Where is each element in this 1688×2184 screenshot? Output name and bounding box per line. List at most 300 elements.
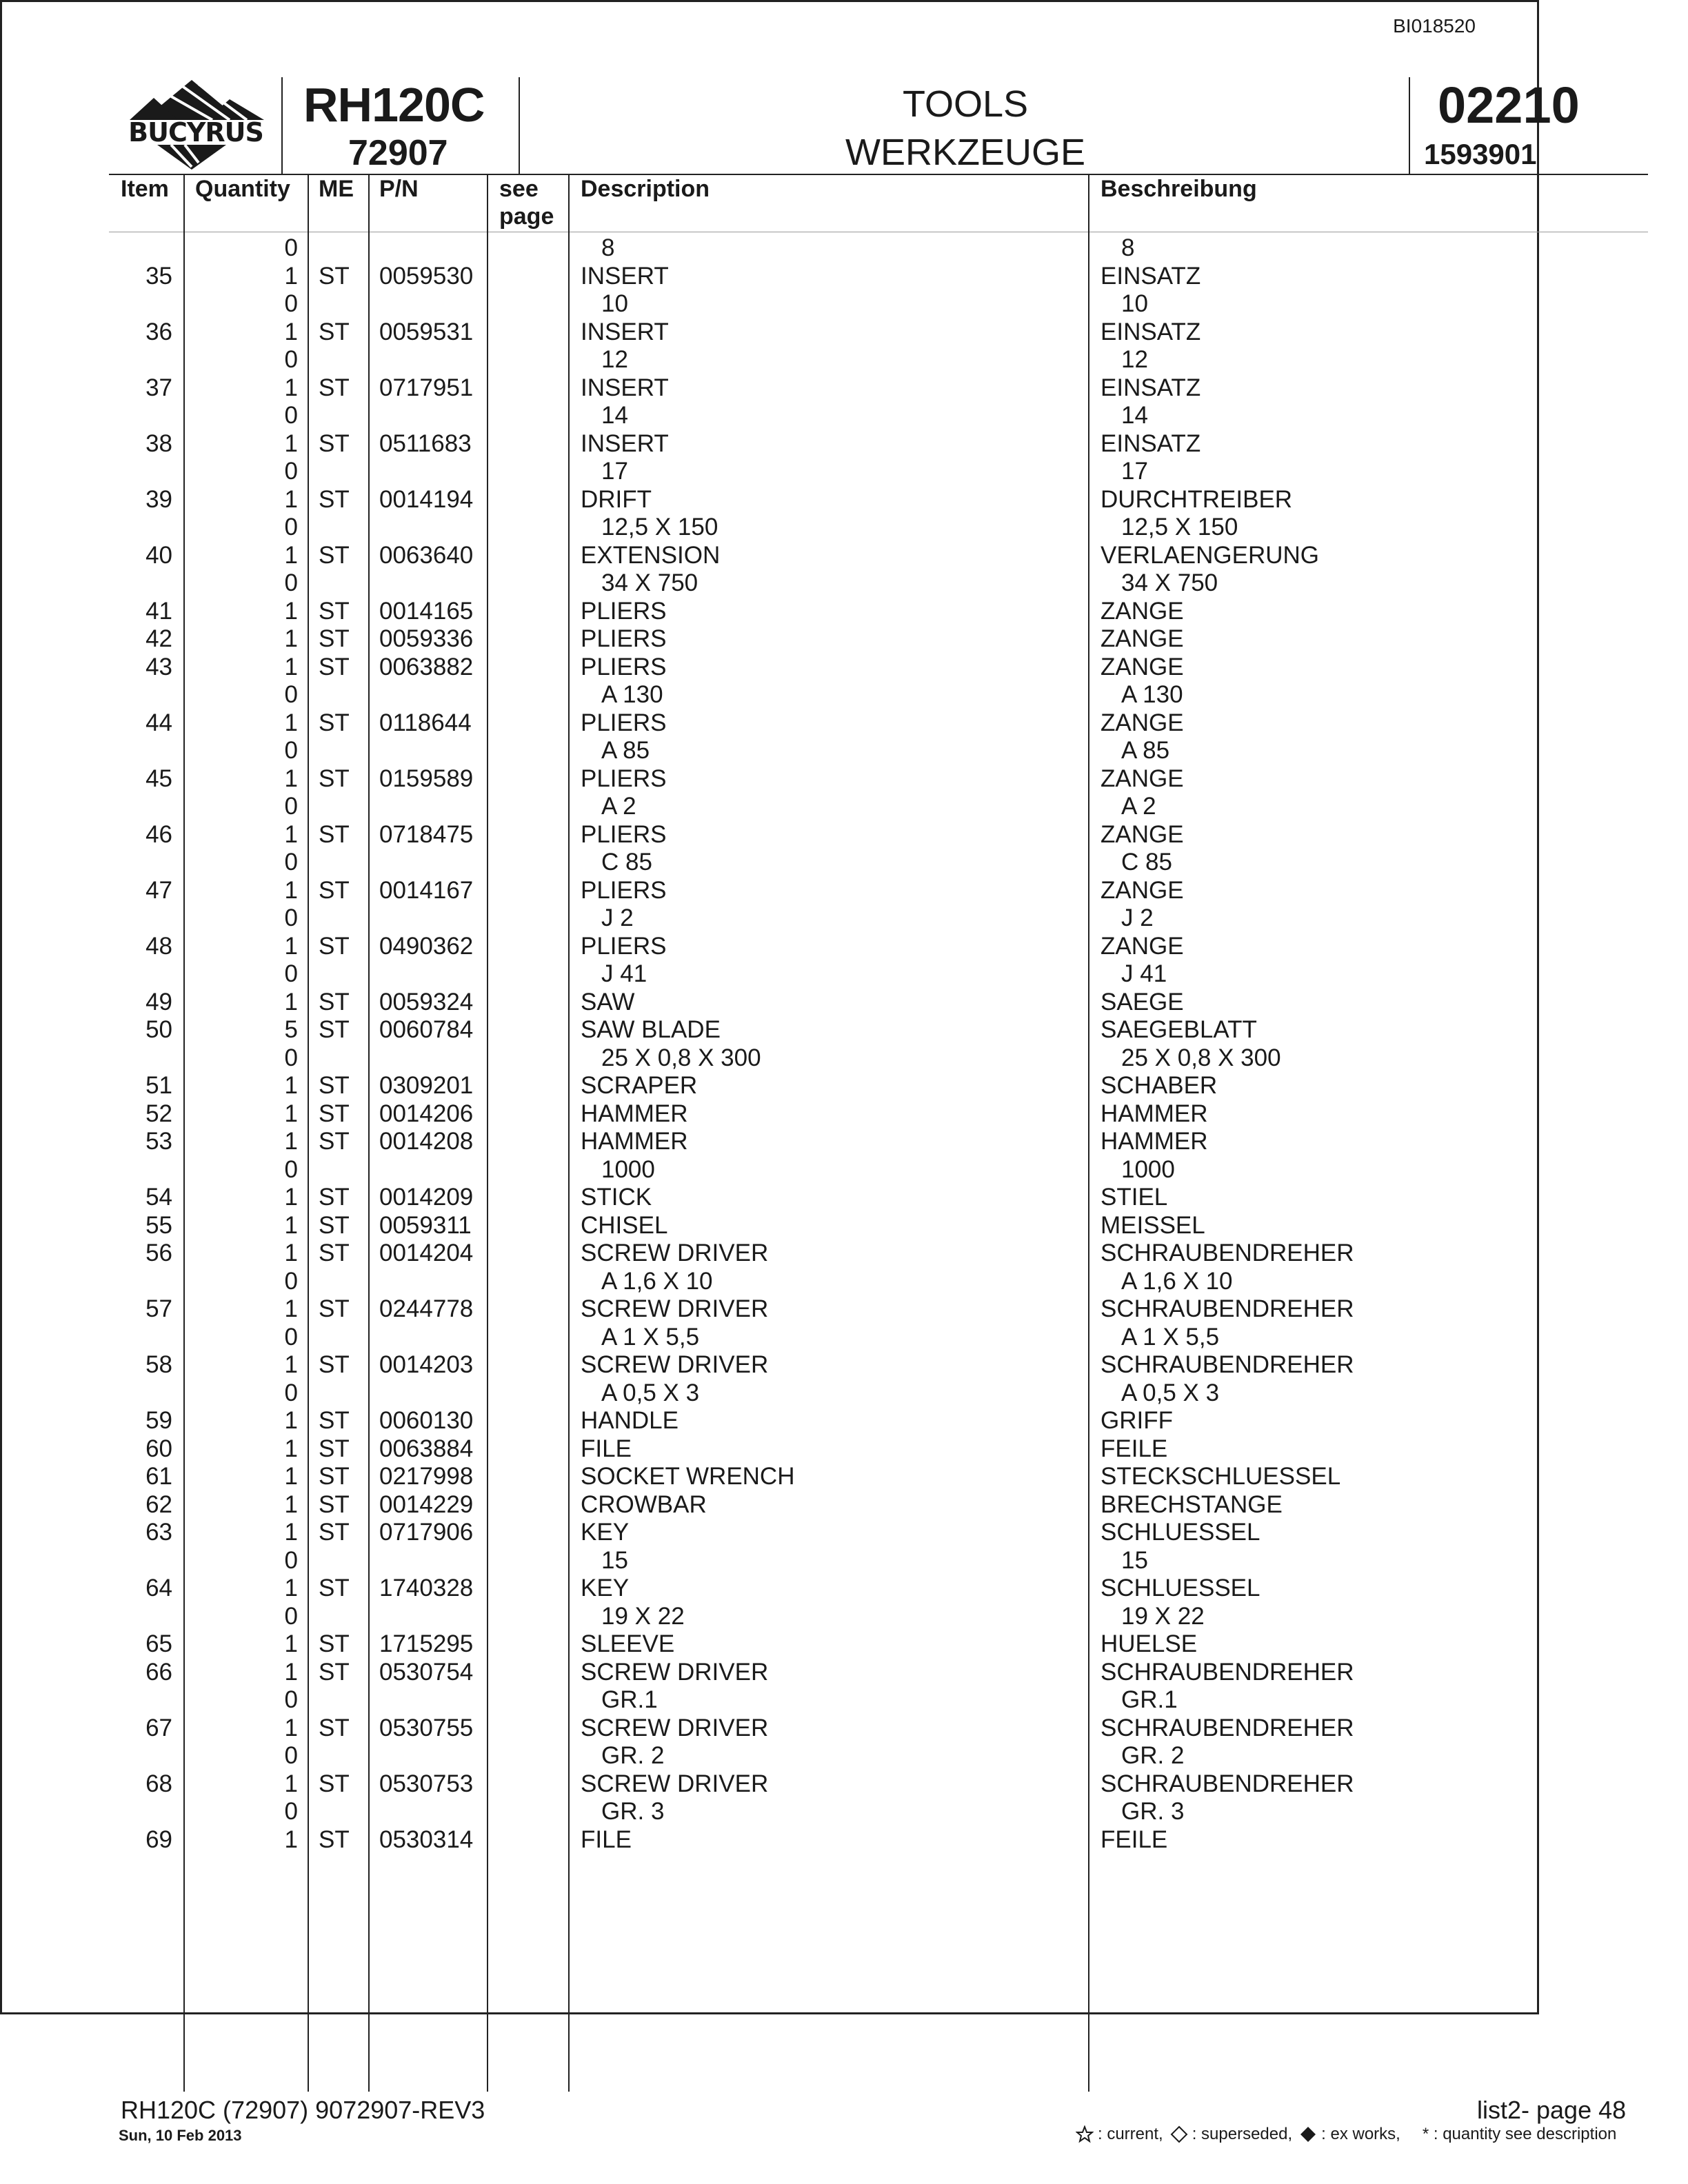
table-row-detail <box>0 793 1688 820</box>
table-row-detail <box>0 1268 1688 1295</box>
me-cell: ST <box>319 988 350 1015</box>
description-cell: A 1,6 X 10 <box>601 1267 713 1295</box>
logo-wordmark: BUCYRUS <box>128 117 263 148</box>
table-row <box>0 542 1688 569</box>
item-cell: 69 <box>145 1826 172 1853</box>
part-number-cell: 0014165 <box>379 597 474 625</box>
quantity-cell: 0 <box>284 1546 298 1574</box>
table-row <box>0 1435 1688 1463</box>
description-cell: C 85 <box>601 849 652 876</box>
description-cell: SCREW DRIVER <box>581 1295 769 1322</box>
beschreibung-cell: A 1,6 X 10 <box>1121 1267 1233 1295</box>
description-cell: 25 X 0,8 X 300 <box>601 1044 761 1071</box>
table-row <box>0 625 1688 653</box>
me-cell: ST <box>319 932 350 960</box>
part-number-cell: 0014167 <box>379 876 474 904</box>
table-row-detail <box>0 1742 1688 1770</box>
quantity-cell: 0 <box>284 514 298 540</box>
me-cell: ST <box>319 820 350 848</box>
header-model-divider <box>519 77 520 175</box>
legend-current-label: : current, <box>1098 2125 1163 2143</box>
me-cell: ST <box>319 1435 350 1462</box>
table-row-detail <box>0 1324 1688 1351</box>
beschreibung-cell: A 0,5 X 3 <box>1121 1379 1220 1406</box>
beschreibung-cell: EINSATZ <box>1101 374 1201 401</box>
item-cell: 64 <box>145 1575 172 1601</box>
beschreibung-cell: GRIFF <box>1101 1407 1173 1434</box>
description-cell: SAW <box>581 988 635 1015</box>
item-cell: 68 <box>145 1770 172 1797</box>
part-number-cell: 0060784 <box>379 1016 474 1043</box>
item-cell: 46 <box>145 820 172 848</box>
description-cell: A 0,5 X 3 <box>601 1379 700 1406</box>
beschreibung-cell: 8 <box>1121 234 1135 261</box>
quantity-cell: 1 <box>284 1575 298 1601</box>
me-cell: ST <box>319 1016 350 1043</box>
item-cell: 41 <box>145 597 172 625</box>
beschreibung-cell: GR.1 <box>1121 1686 1178 1713</box>
me-cell: ST <box>319 1100 350 1127</box>
part-number-cell: 0014194 <box>379 485 474 513</box>
description-cell: 12,5 X 150 <box>601 514 719 540</box>
table-row <box>0 263 1688 290</box>
beschreibung-cell: SCHRAUBENDREHER <box>1101 1351 1354 1378</box>
description-cell: SCREW DRIVER <box>581 1770 769 1797</box>
part-number-cell: 0159589 <box>379 765 474 792</box>
description-cell: GR. 2 <box>601 1742 665 1769</box>
beschreibung-cell: FEILE <box>1101 1435 1168 1462</box>
me-cell: ST <box>319 765 350 792</box>
quantity-cell: 1 <box>284 1295 298 1322</box>
me-cell: ST <box>319 876 350 904</box>
beschreibung-cell: 19 X 22 <box>1121 1602 1205 1630</box>
quantity-cell: 0 <box>284 402 298 429</box>
description-cell: PLIERS <box>581 876 667 904</box>
beschreibung-cell: HUELSE <box>1101 1630 1198 1657</box>
item-cell: 37 <box>145 374 172 401</box>
quantity-cell: 1 <box>284 876 298 904</box>
me-cell: ST <box>319 1630 350 1657</box>
item-cell: 38 <box>145 429 172 457</box>
quantity-cell: 1 <box>284 1072 298 1099</box>
me-cell: ST <box>319 1519 350 1546</box>
table-row <box>0 598 1688 625</box>
item-cell: 53 <box>145 1128 172 1155</box>
beschreibung-cell: ZANGE <box>1101 932 1184 960</box>
part-number-cell: 0530755 <box>379 1714 474 1741</box>
table-row-detail <box>0 681 1688 709</box>
quantity-cell: 1 <box>284 318 298 345</box>
me-cell: ST <box>319 1072 350 1099</box>
description-cell: PLIERS <box>581 709 667 736</box>
item-cell: 59 <box>145 1407 172 1434</box>
item-cell: 36 <box>145 318 172 345</box>
table-row <box>0 1351 1688 1379</box>
table-row <box>0 1295 1688 1323</box>
quantity-cell: 1 <box>284 374 298 401</box>
description-cell: 8 <box>601 234 615 261</box>
quantity-cell: 1 <box>284 597 298 625</box>
table-row-detail <box>0 849 1688 876</box>
beschreibung-cell: ZANGE <box>1101 625 1184 652</box>
description-cell: SCRAPER <box>581 1072 698 1099</box>
description-cell: STICK <box>581 1184 652 1211</box>
part-number-cell: 0060130 <box>379 1407 474 1434</box>
quantity-cell: 1 <box>284 1490 298 1518</box>
quantity-cell: 1 <box>284 1658 298 1686</box>
description-cell: SLEEVE <box>581 1630 675 1657</box>
beschreibung-cell: ZANGE <box>1101 709 1184 736</box>
beschreibung-cell: SCHLUESSEL <box>1101 1575 1260 1601</box>
table-row-detail <box>0 1798 1688 1826</box>
beschreibung-cell: VERLAENGERUNG <box>1101 541 1320 569</box>
table-row <box>0 989 1688 1016</box>
document-id: BI018520 <box>1393 15 1476 37</box>
description-cell: J 41 <box>601 960 647 987</box>
serial-number: 72907 <box>348 133 448 173</box>
part-number-cell: 0063640 <box>379 541 474 569</box>
quantity-cell: 1 <box>284 1463 298 1490</box>
item-cell: 67 <box>145 1714 172 1741</box>
table-row <box>0 877 1688 904</box>
quantity-cell: 0 <box>284 904 298 931</box>
legend-current <box>1076 2125 1163 2144</box>
beschreibung-cell: ZANGE <box>1101 820 1184 848</box>
me-cell: ST <box>319 1658 350 1686</box>
item-cell: 42 <box>145 625 172 652</box>
part-number-cell: 0014209 <box>379 1184 474 1211</box>
beschreibung-cell: J 2 <box>1121 904 1154 931</box>
column-header-see: see <box>499 176 539 202</box>
legend-exworks-label: : ex works, <box>1321 2125 1400 2143</box>
quantity-cell: 0 <box>284 1686 298 1713</box>
table-row-detail <box>0 1156 1688 1184</box>
item-cell: 40 <box>145 541 172 569</box>
me-cell: ST <box>319 1407 350 1434</box>
part-number-cell: 0059336 <box>379 625 474 652</box>
beschreibung-cell: J 41 <box>1121 960 1167 987</box>
table-row <box>0 1016 1688 1044</box>
table-row <box>0 1184 1688 1211</box>
beschreibung-cell: STIEL <box>1101 1184 1168 1211</box>
footer-date: Sun, 10 Feb 2013 <box>119 2127 242 2144</box>
beschreibung-cell: MEISSEL <box>1101 1211 1205 1239</box>
description-cell: FILE <box>581 1826 632 1853</box>
quantity-cell: 1 <box>284 1714 298 1741</box>
quantity-cell: 1 <box>284 485 298 513</box>
description-cell: PLIERS <box>581 932 667 960</box>
beschreibung-cell: 12,5 X 150 <box>1121 514 1238 540</box>
item-cell: 39 <box>145 485 172 513</box>
beschreibung-cell: C 85 <box>1121 849 1172 876</box>
me-cell: ST <box>319 1128 350 1155</box>
part-number-cell: 0717906 <box>379 1519 474 1546</box>
table-row <box>0 654 1688 681</box>
quantity-cell: 1 <box>284 765 298 792</box>
table-row-detail <box>0 290 1688 318</box>
description-cell: INSERT <box>581 429 669 457</box>
beschreibung-cell: SAEGEBLATT <box>1101 1016 1257 1043</box>
legend-exworks <box>1299 2125 1400 2144</box>
me-cell: ST <box>319 597 350 625</box>
document-number: 1593901 <box>1424 138 1537 170</box>
description-cell: A 130 <box>601 681 663 708</box>
quantity-cell: 0 <box>284 849 298 876</box>
item-cell: 60 <box>145 1435 172 1462</box>
footer-reference: RH120C (72907) 9072907-REV3 <box>121 2096 485 2124</box>
part-number-cell: 0530753 <box>379 1770 474 1797</box>
table-row-detail <box>0 904 1688 932</box>
footer-page-number: list2- page 48 <box>1477 2096 1627 2124</box>
quantity-cell: 1 <box>284 1100 298 1127</box>
part-number-cell: 0059530 <box>379 262 474 290</box>
part-number-cell: 0059531 <box>379 318 474 345</box>
item-cell: 63 <box>145 1519 172 1546</box>
beschreibung-cell: DURCHTREIBER <box>1101 485 1293 513</box>
title-english: TOOLS <box>902 83 1029 125</box>
beschreibung-cell: ZANGE <box>1101 876 1184 904</box>
item-cell: 43 <box>145 653 172 680</box>
description-cell: SCREW DRIVER <box>581 1714 769 1741</box>
me-cell: ST <box>319 709 350 736</box>
quantity-cell: 0 <box>284 960 298 987</box>
description-cell: FILE <box>581 1435 632 1462</box>
table-row <box>0 1715 1688 1742</box>
description-cell: 19 X 22 <box>601 1602 685 1630</box>
me-cell: ST <box>319 1351 350 1378</box>
beschreibung-cell: GR. 2 <box>1121 1742 1185 1769</box>
beschreibung-cell: A 130 <box>1121 681 1183 708</box>
description-cell: PLIERS <box>581 597 667 625</box>
description-cell: 10 <box>601 290 628 317</box>
me-cell: ST <box>319 374 350 401</box>
table-row <box>0 1072 1688 1100</box>
table-row-detail <box>0 1379 1688 1407</box>
description-cell: HAMMER <box>581 1100 688 1127</box>
description-cell: 1000 <box>601 1155 655 1183</box>
table-row-detail <box>0 1686 1688 1714</box>
table-row-detail <box>0 737 1688 765</box>
column-header-quantity: Quantity <box>195 176 290 202</box>
beschreibung-cell: 17 <box>1121 458 1148 485</box>
part-number-cell: 0530754 <box>379 1658 474 1686</box>
quantity-cell: 0 <box>284 1044 298 1071</box>
table-row <box>0 374 1688 402</box>
quantity-cell: 0 <box>284 458 298 485</box>
table-row <box>0 1826 1688 1854</box>
description-cell: INSERT <box>581 262 669 290</box>
table-row-detail <box>0 458 1688 485</box>
description-cell: A 1 X 5,5 <box>601 1323 700 1351</box>
beschreibung-cell: ZANGE <box>1101 653 1184 680</box>
beschreibung-cell: ZANGE <box>1101 597 1184 625</box>
quantity-cell: 1 <box>284 1435 298 1462</box>
description-cell: SCREW DRIVER <box>581 1658 769 1686</box>
table-row <box>0 821 1688 849</box>
quantity-cell: 1 <box>284 1519 298 1546</box>
legend-superseded-label: : superseded, <box>1192 2125 1293 2143</box>
beschreibung-cell: EINSATZ <box>1101 318 1201 345</box>
beschreibung-cell: A 1 X 5,5 <box>1121 1323 1220 1351</box>
beschreibung-cell: SAEGE <box>1101 988 1184 1015</box>
description-cell: GR.1 <box>601 1686 658 1713</box>
column-header-beschreibung: Beschreibung <box>1101 176 1257 202</box>
description-cell: KEY <box>581 1519 630 1546</box>
beschreibung-cell: A 85 <box>1121 737 1170 764</box>
item-cell: 65 <box>145 1630 172 1657</box>
description-cell: HAMMER <box>581 1128 688 1155</box>
table-row <box>0 1100 1688 1128</box>
quantity-cell: 1 <box>284 653 298 680</box>
column-header-page: page <box>499 203 554 230</box>
beschreibung-cell: SCHABER <box>1101 1072 1218 1099</box>
table-row <box>0 318 1688 346</box>
part-number-cell: 0063884 <box>379 1435 474 1462</box>
table-row <box>0 1630 1688 1658</box>
item-cell: 58 <box>145 1351 172 1378</box>
table-row-detail <box>0 1603 1688 1630</box>
beschreibung-cell: HAMMER <box>1101 1128 1208 1155</box>
description-cell: 14 <box>601 402 628 429</box>
beschreibung-cell: SCHRAUBENDREHER <box>1101 1770 1354 1797</box>
part-number-cell: 0511683 <box>379 429 472 457</box>
quantity-cell: 0 <box>284 1379 298 1406</box>
legend-quantity-label: * : quantity see description <box>1422 2125 1617 2143</box>
table-row <box>0 1407 1688 1435</box>
quantity-cell: 0 <box>284 1323 298 1351</box>
quantity-cell: 0 <box>284 569 298 596</box>
table-row <box>0 430 1688 458</box>
description-cell: A 85 <box>601 737 650 764</box>
description-cell: SAW BLADE <box>581 1016 721 1043</box>
item-cell: 49 <box>145 988 172 1015</box>
part-number-cell: 0014204 <box>379 1240 474 1266</box>
table-row-detail <box>0 234 1688 262</box>
table-row-detail <box>0 514 1688 541</box>
beschreibung-cell: FEILE <box>1101 1826 1168 1853</box>
description-cell: 15 <box>601 1546 628 1574</box>
table-row-detail <box>0 346 1688 374</box>
description-cell: SCREW DRIVER <box>581 1351 769 1378</box>
quantity-cell: 1 <box>284 1184 298 1211</box>
beschreibung-cell: SCHRAUBENDREHER <box>1101 1714 1354 1741</box>
beschreibung-cell: HAMMER <box>1101 1100 1208 1127</box>
description-cell: EXTENSION <box>581 541 721 569</box>
bucyrus-logo <box>116 79 276 172</box>
legend-superseded <box>1170 2125 1292 2144</box>
quantity-cell: 1 <box>284 262 298 290</box>
me-cell: ST <box>319 1714 350 1741</box>
quantity-cell: 0 <box>284 793 298 820</box>
table-row <box>0 1519 1688 1546</box>
quantity-cell: 1 <box>284 1407 298 1434</box>
part-number-cell: 0059324 <box>379 988 474 1015</box>
table-row <box>0 1128 1688 1155</box>
quantity-cell: 1 <box>284 988 298 1015</box>
me-cell: ST <box>319 653 350 680</box>
quantity-cell: 0 <box>284 737 298 764</box>
me-cell: ST <box>319 625 350 652</box>
table-row <box>0 1770 1688 1798</box>
description-cell: CHISEL <box>581 1211 668 1239</box>
item-cell: 55 <box>145 1211 172 1239</box>
part-number-cell: 0490362 <box>379 932 474 960</box>
me-cell: ST <box>319 485 350 513</box>
table-row-detail <box>0 569 1688 597</box>
beschreibung-cell: 34 X 750 <box>1121 569 1218 596</box>
column-header-item: Item <box>121 176 169 202</box>
quantity-cell: 1 <box>284 1351 298 1378</box>
table-row <box>0 1463 1688 1490</box>
column-header-me: ME <box>319 176 354 202</box>
table-row-detail <box>0 1547 1688 1575</box>
item-cell: 47 <box>145 876 172 904</box>
beschreibung-cell: GR. 3 <box>1121 1798 1185 1825</box>
quantity-cell: 0 <box>284 681 298 708</box>
beschreibung-cell: 12 <box>1121 346 1148 373</box>
part-number-cell: 0217998 <box>379 1463 474 1490</box>
part-number-cell: 0014208 <box>379 1128 474 1155</box>
quantity-cell: 1 <box>284 820 298 848</box>
description-cell: SCREW DRIVER <box>581 1240 769 1266</box>
table-row-detail <box>0 402 1688 429</box>
diamond-outline-icon <box>1170 2125 1188 2143</box>
header-logo-divider <box>281 77 283 175</box>
model-number: RH120C <box>303 78 485 132</box>
me-cell: ST <box>319 1463 350 1490</box>
me-cell: ST <box>319 1184 350 1211</box>
table-row <box>0 1491 1688 1519</box>
beschreibung-cell: STECKSCHLUESSEL <box>1101 1463 1341 1490</box>
beschreibung-cell: 1000 <box>1121 1155 1175 1183</box>
quantity-cell: 0 <box>284 346 298 373</box>
table-row <box>0 1240 1688 1267</box>
description-cell: PLIERS <box>581 653 667 680</box>
table-row <box>0 1659 1688 1686</box>
table-row <box>0 486 1688 514</box>
me-cell: ST <box>319 1770 350 1797</box>
description-cell: CROWBAR <box>581 1490 707 1518</box>
item-cell: 61 <box>145 1463 172 1490</box>
quantity-cell: 1 <box>284 1128 298 1155</box>
part-number-cell: 0014206 <box>379 1100 474 1127</box>
beschreibung-cell: ZANGE <box>1101 765 1184 792</box>
header-title-divider <box>1409 77 1410 175</box>
description-cell: 34 X 750 <box>601 569 699 596</box>
description-cell: KEY <box>581 1575 630 1601</box>
group-number: 02210 <box>1438 77 1580 134</box>
table-row <box>0 1575 1688 1602</box>
item-cell: 62 <box>145 1490 172 1518</box>
item-cell: 66 <box>145 1658 172 1686</box>
quantity-cell: 1 <box>284 1826 298 1853</box>
quantity-cell: 0 <box>284 234 298 261</box>
part-number-cell: 0063882 <box>379 653 474 680</box>
part-number-cell: 0244778 <box>379 1295 474 1322</box>
item-cell: 56 <box>145 1240 172 1266</box>
quantity-cell: 0 <box>284 1155 298 1183</box>
part-number-cell: 0014229 <box>379 1490 474 1518</box>
beschreibung-cell: EINSATZ <box>1101 262 1201 290</box>
part-number-cell: 0014203 <box>379 1351 474 1378</box>
table-row <box>0 933 1688 960</box>
beschreibung-cell: 14 <box>1121 402 1148 429</box>
me-cell: ST <box>319 1240 350 1266</box>
table-row-detail <box>0 960 1688 988</box>
quantity-cell: 1 <box>284 541 298 569</box>
description-cell: A 2 <box>601 793 636 820</box>
legend-quantity <box>1423 2125 1617 2144</box>
